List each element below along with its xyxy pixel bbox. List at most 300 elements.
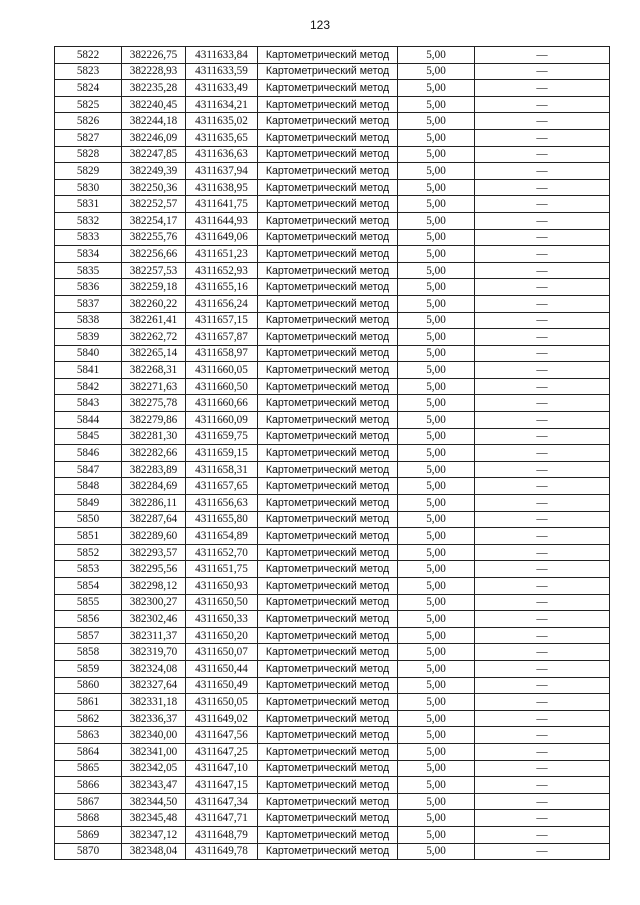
table-row <box>55 395 610 412</box>
table-row <box>55 262 610 279</box>
table-row <box>55 212 610 229</box>
description-cell: — <box>475 329 610 346</box>
point-number-cell: 5866 <box>55 777 122 794</box>
table-row <box>55 312 610 329</box>
method-cell: Картометрический метод <box>258 561 398 578</box>
x-coordinate-cell: 382256,66 <box>122 246 186 263</box>
precision-cell: 5,00 <box>398 113 475 130</box>
y-coordinate-cell: 4311656,63 <box>186 495 258 512</box>
precision-cell: 5,00 <box>398 196 475 213</box>
table-row <box>55 461 610 478</box>
table-row <box>55 644 610 661</box>
description-cell: — <box>475 710 610 727</box>
table-row <box>55 528 610 545</box>
x-coordinate-cell: 382240,45 <box>122 96 186 113</box>
description-cell: — <box>475 561 610 578</box>
method-cell: Картометрический метод <box>258 212 398 229</box>
method-cell: Картометрический метод <box>258 710 398 727</box>
description-cell: — <box>475 760 610 777</box>
point-number-cell: 5831 <box>55 196 122 213</box>
description-cell: — <box>475 229 610 246</box>
y-coordinate-cell: 4311638,95 <box>186 179 258 196</box>
method-cell: Картометрический метод <box>258 395 398 412</box>
x-coordinate-cell: 382324,08 <box>122 660 186 677</box>
x-coordinate-cell: 382293,57 <box>122 544 186 561</box>
y-coordinate-cell: 4311650,05 <box>186 694 258 711</box>
table-row <box>55 544 610 561</box>
method-cell: Картометрический метод <box>258 461 398 478</box>
method-cell: Картометрический метод <box>258 528 398 545</box>
x-coordinate-cell: 382298,12 <box>122 578 186 595</box>
table-row <box>55 710 610 727</box>
table-row <box>55 594 610 611</box>
precision-cell: 5,00 <box>398 843 475 860</box>
x-coordinate-cell: 382255,76 <box>122 229 186 246</box>
table-row <box>55 47 610 64</box>
method-cell: Картометрический метод <box>258 63 398 80</box>
y-coordinate-cell: 4311652,93 <box>186 262 258 279</box>
point-number-cell: 5865 <box>55 760 122 777</box>
precision-cell: 5,00 <box>398 611 475 628</box>
precision-cell: 5,00 <box>398 495 475 512</box>
y-coordinate-cell: 4311633,84 <box>186 47 258 64</box>
precision-cell: 5,00 <box>398 212 475 229</box>
method-cell: Картометрический метод <box>258 113 398 130</box>
x-coordinate-cell: 382343,47 <box>122 777 186 794</box>
precision-cell: 5,00 <box>398 511 475 528</box>
x-coordinate-cell: 382249,39 <box>122 163 186 180</box>
description-cell: — <box>475 743 610 760</box>
table-row <box>55 611 610 628</box>
y-coordinate-cell: 4311647,15 <box>186 777 258 794</box>
y-coordinate-cell: 4311657,87 <box>186 329 258 346</box>
table-row <box>55 295 610 312</box>
point-number-cell: 5861 <box>55 694 122 711</box>
precision-cell: 5,00 <box>398 760 475 777</box>
precision-cell: 5,00 <box>398 528 475 545</box>
point-number-cell: 5856 <box>55 611 122 628</box>
point-number-cell: 5838 <box>55 312 122 329</box>
method-cell: Картометрический метод <box>258 179 398 196</box>
y-coordinate-cell: 4311650,93 <box>186 578 258 595</box>
precision-cell: 5,00 <box>398 777 475 794</box>
description-cell: — <box>475 345 610 362</box>
method-cell: Картометрический метод <box>258 246 398 263</box>
table-row <box>55 146 610 163</box>
x-coordinate-cell: 382259,18 <box>122 279 186 296</box>
method-cell: Картометрический метод <box>258 694 398 711</box>
precision-cell: 5,00 <box>398 262 475 279</box>
method-cell: Картометрический метод <box>258 362 398 379</box>
description-cell: — <box>475 378 610 395</box>
method-cell: Картометрический метод <box>258 47 398 64</box>
description-cell: — <box>475 212 610 229</box>
y-coordinate-cell: 4311660,50 <box>186 378 258 395</box>
y-coordinate-cell: 4311644,93 <box>186 212 258 229</box>
table-row <box>55 694 610 711</box>
table-row <box>55 677 610 694</box>
point-number-cell: 5830 <box>55 179 122 196</box>
description-cell: — <box>475 594 610 611</box>
description-cell: — <box>475 810 610 827</box>
x-coordinate-cell: 382261,41 <box>122 312 186 329</box>
table-row <box>55 113 610 130</box>
method-cell: Картометрический метод <box>258 295 398 312</box>
description-cell: — <box>475 727 610 744</box>
precision-cell: 5,00 <box>398 163 475 180</box>
y-coordinate-cell: 4311651,75 <box>186 561 258 578</box>
point-number-cell: 5829 <box>55 163 122 180</box>
description-cell: — <box>475 146 610 163</box>
y-coordinate-cell: 4311647,10 <box>186 760 258 777</box>
method-cell: Картометрический метод <box>258 727 398 744</box>
point-number-cell: 5868 <box>55 810 122 827</box>
table-row <box>55 428 610 445</box>
y-coordinate-cell: 4311650,20 <box>186 627 258 644</box>
description-cell: — <box>475 644 610 661</box>
description-cell: — <box>475 113 610 130</box>
x-coordinate-cell: 382336,37 <box>122 710 186 727</box>
x-coordinate-cell: 382247,85 <box>122 146 186 163</box>
x-coordinate-cell: 382271,63 <box>122 378 186 395</box>
point-number-cell: 5828 <box>55 146 122 163</box>
table-row <box>55 478 610 495</box>
description-cell: — <box>475 295 610 312</box>
precision-cell: 5,00 <box>398 578 475 595</box>
y-coordinate-cell: 4311636,63 <box>186 146 258 163</box>
precision-cell: 5,00 <box>398 246 475 263</box>
table-row <box>55 843 610 860</box>
y-coordinate-cell: 4311648,79 <box>186 826 258 843</box>
precision-cell: 5,00 <box>398 428 475 445</box>
table-row <box>55 196 610 213</box>
description-cell: — <box>475 677 610 694</box>
description-cell: — <box>475 826 610 843</box>
precision-cell: 5,00 <box>398 279 475 296</box>
x-coordinate-cell: 382287,64 <box>122 511 186 528</box>
precision-cell: 5,00 <box>398 743 475 760</box>
table-row <box>55 627 610 644</box>
y-coordinate-cell: 4311649,06 <box>186 229 258 246</box>
y-coordinate-cell: 4311649,02 <box>186 710 258 727</box>
x-coordinate-cell: 382252,57 <box>122 196 186 213</box>
table-row <box>55 511 610 528</box>
method-cell: Картометрический метод <box>258 80 398 97</box>
table-row <box>55 246 610 263</box>
description-cell: — <box>475 412 610 429</box>
table-row <box>55 727 610 744</box>
precision-cell: 5,00 <box>398 362 475 379</box>
precision-cell: 5,00 <box>398 710 475 727</box>
method-cell: Картометрический метод <box>258 378 398 395</box>
table-row <box>55 96 610 113</box>
y-coordinate-cell: 4311658,31 <box>186 461 258 478</box>
method-cell: Картометрический метод <box>258 843 398 860</box>
y-coordinate-cell: 4311660,05 <box>186 362 258 379</box>
description-cell: — <box>475 179 610 196</box>
table-row <box>55 810 610 827</box>
method-cell: Картометрический метод <box>258 262 398 279</box>
y-coordinate-cell: 4311657,65 <box>186 478 258 495</box>
table-row <box>55 378 610 395</box>
point-number-cell: 5859 <box>55 660 122 677</box>
method-cell: Картометрический метод <box>258 229 398 246</box>
point-number-cell: 5862 <box>55 710 122 727</box>
point-number-cell: 5858 <box>55 644 122 661</box>
table-row <box>55 826 610 843</box>
y-coordinate-cell: 4311656,24 <box>186 295 258 312</box>
table-row <box>55 129 610 146</box>
y-coordinate-cell: 4311650,50 <box>186 594 258 611</box>
precision-cell: 5,00 <box>398 478 475 495</box>
x-coordinate-cell: 382257,53 <box>122 262 186 279</box>
x-coordinate-cell: 382244,18 <box>122 113 186 130</box>
table-row <box>55 329 610 346</box>
method-cell: Картометрический метод <box>258 445 398 462</box>
y-coordinate-cell: 4311647,56 <box>186 727 258 744</box>
precision-cell: 5,00 <box>398 146 475 163</box>
y-coordinate-cell: 4311650,07 <box>186 644 258 661</box>
precision-cell: 5,00 <box>398 378 475 395</box>
y-coordinate-cell: 4311635,02 <box>186 113 258 130</box>
description-cell: — <box>475 428 610 445</box>
point-number-cell: 5846 <box>55 445 122 462</box>
y-coordinate-cell: 4311633,49 <box>186 80 258 97</box>
x-coordinate-cell: 382254,17 <box>122 212 186 229</box>
point-number-cell: 5867 <box>55 793 122 810</box>
method-cell: Картометрический метод <box>258 478 398 495</box>
precision-cell: 5,00 <box>398 395 475 412</box>
point-number-cell: 5864 <box>55 743 122 760</box>
y-coordinate-cell: 4311634,21 <box>186 96 258 113</box>
method-cell: Картометрический метод <box>258 760 398 777</box>
precision-cell: 5,00 <box>398 461 475 478</box>
x-coordinate-cell: 382282,66 <box>122 445 186 462</box>
precision-cell: 5,00 <box>398 727 475 744</box>
y-coordinate-cell: 4311657,15 <box>186 312 258 329</box>
y-coordinate-cell: 4311650,33 <box>186 611 258 628</box>
x-coordinate-cell: 382235,28 <box>122 80 186 97</box>
description-cell: — <box>475 196 610 213</box>
description-cell: — <box>475 96 610 113</box>
y-coordinate-cell: 4311637,94 <box>186 163 258 180</box>
description-cell: — <box>475 611 610 628</box>
description-cell: — <box>475 694 610 711</box>
y-coordinate-cell: 4311660,66 <box>186 395 258 412</box>
table-row <box>55 743 610 760</box>
method-cell: Картометрический метод <box>258 146 398 163</box>
x-coordinate-cell: 382342,05 <box>122 760 186 777</box>
x-coordinate-cell: 382262,72 <box>122 329 186 346</box>
precision-cell: 5,00 <box>398 412 475 429</box>
description-cell: — <box>475 47 610 64</box>
method-cell: Картометрический метод <box>258 743 398 760</box>
precision-cell: 5,00 <box>398 63 475 80</box>
point-number-cell: 5841 <box>55 362 122 379</box>
y-coordinate-cell: 4311647,34 <box>186 793 258 810</box>
point-number-cell: 5855 <box>55 594 122 611</box>
x-coordinate-cell: 382327,64 <box>122 677 186 694</box>
method-cell: Картометрический метод <box>258 594 398 611</box>
table-row <box>55 63 610 80</box>
point-number-cell: 5824 <box>55 80 122 97</box>
description-cell: — <box>475 163 610 180</box>
y-coordinate-cell: 4311655,16 <box>186 279 258 296</box>
precision-cell: 5,00 <box>398 179 475 196</box>
x-coordinate-cell: 382289,60 <box>122 528 186 545</box>
precision-cell: 5,00 <box>398 694 475 711</box>
description-cell: — <box>475 312 610 329</box>
table-row <box>55 445 610 462</box>
point-number-cell: 5857 <box>55 627 122 644</box>
method-cell: Картометрический метод <box>258 196 398 213</box>
table-row <box>55 80 610 97</box>
method-cell: Картометрический метод <box>258 163 398 180</box>
method-cell: Картометрический метод <box>258 793 398 810</box>
y-coordinate-cell: 4311650,44 <box>186 660 258 677</box>
point-number-cell: 5845 <box>55 428 122 445</box>
point-number-cell: 5847 <box>55 461 122 478</box>
y-coordinate-cell: 4311647,25 <box>186 743 258 760</box>
x-coordinate-cell: 382319,70 <box>122 644 186 661</box>
description-cell: — <box>475 528 610 545</box>
description-cell: — <box>475 262 610 279</box>
y-coordinate-cell: 4311658,97 <box>186 345 258 362</box>
point-number-cell: 5832 <box>55 212 122 229</box>
table-row <box>55 279 610 296</box>
precision-cell: 5,00 <box>398 329 475 346</box>
y-coordinate-cell: 4311647,71 <box>186 810 258 827</box>
description-cell: — <box>475 495 610 512</box>
precision-cell: 5,00 <box>398 80 475 97</box>
method-cell: Картометрический метод <box>258 279 398 296</box>
point-number-cell: 5840 <box>55 345 122 362</box>
precision-cell: 5,00 <box>398 826 475 843</box>
description-cell: — <box>475 279 610 296</box>
method-cell: Картометрический метод <box>258 660 398 677</box>
x-coordinate-cell: 382226,75 <box>122 47 186 64</box>
x-coordinate-cell: 382284,69 <box>122 478 186 495</box>
x-coordinate-cell: 382275,78 <box>122 395 186 412</box>
y-coordinate-cell: 4311650,49 <box>186 677 258 694</box>
x-coordinate-cell: 382281,30 <box>122 428 186 445</box>
y-coordinate-cell: 4311655,80 <box>186 511 258 528</box>
x-coordinate-cell: 382279,86 <box>122 412 186 429</box>
table-row <box>55 345 610 362</box>
y-coordinate-cell: 4311633,59 <box>186 63 258 80</box>
x-coordinate-cell: 382345,48 <box>122 810 186 827</box>
precision-cell: 5,00 <box>398 445 475 462</box>
y-coordinate-cell: 4311659,15 <box>186 445 258 462</box>
coordinates-table-body <box>55 47 610 860</box>
method-cell: Картометрический метод <box>258 511 398 528</box>
point-number-cell: 5833 <box>55 229 122 246</box>
description-cell: — <box>475 843 610 860</box>
description-cell: — <box>475 511 610 528</box>
y-coordinate-cell: 4311649,78 <box>186 843 258 860</box>
x-coordinate-cell: 382302,46 <box>122 611 186 628</box>
point-number-cell: 5851 <box>55 528 122 545</box>
table-row <box>55 495 610 512</box>
precision-cell: 5,00 <box>398 345 475 362</box>
point-number-cell: 5863 <box>55 727 122 744</box>
point-number-cell: 5852 <box>55 544 122 561</box>
description-cell: — <box>475 627 610 644</box>
point-number-cell: 5825 <box>55 96 122 113</box>
precision-cell: 5,00 <box>398 644 475 661</box>
table-row <box>55 578 610 595</box>
x-coordinate-cell: 382344,50 <box>122 793 186 810</box>
point-number-cell: 5836 <box>55 279 122 296</box>
description-cell: — <box>475 445 610 462</box>
point-number-cell: 5849 <box>55 495 122 512</box>
x-coordinate-cell: 382265,14 <box>122 345 186 362</box>
precision-cell: 5,00 <box>398 561 475 578</box>
precision-cell: 5,00 <box>398 627 475 644</box>
x-coordinate-cell: 382300,27 <box>122 594 186 611</box>
precision-cell: 5,00 <box>398 295 475 312</box>
page-number: 123 <box>309 18 331 32</box>
description-cell: — <box>475 129 610 146</box>
method-cell: Картометрический метод <box>258 627 398 644</box>
description-cell: — <box>475 777 610 794</box>
x-coordinate-cell: 382250,36 <box>122 179 186 196</box>
precision-cell: 5,00 <box>398 677 475 694</box>
method-cell: Картометрический метод <box>258 495 398 512</box>
y-coordinate-cell: 4311641,75 <box>186 196 258 213</box>
description-cell: — <box>475 544 610 561</box>
description-cell: — <box>475 660 610 677</box>
point-number-cell: 5853 <box>55 561 122 578</box>
point-number-cell: 5854 <box>55 578 122 595</box>
x-coordinate-cell: 382268,31 <box>122 362 186 379</box>
x-coordinate-cell: 382283,89 <box>122 461 186 478</box>
precision-cell: 5,00 <box>398 129 475 146</box>
point-number-cell: 5834 <box>55 246 122 263</box>
precision-cell: 5,00 <box>398 793 475 810</box>
description-cell: — <box>475 395 610 412</box>
point-number-cell: 5839 <box>55 329 122 346</box>
table-row <box>55 179 610 196</box>
x-coordinate-cell: 382311,37 <box>122 627 186 644</box>
method-cell: Картометрический метод <box>258 412 398 429</box>
description-cell: — <box>475 246 610 263</box>
method-cell: Картометрический метод <box>258 312 398 329</box>
table-row <box>55 660 610 677</box>
y-coordinate-cell: 4311654,89 <box>186 528 258 545</box>
point-number-cell: 5850 <box>55 511 122 528</box>
description-cell: — <box>475 80 610 97</box>
x-coordinate-cell: 382260,22 <box>122 295 186 312</box>
precision-cell: 5,00 <box>398 312 475 329</box>
table-row <box>55 793 610 810</box>
table-row <box>55 163 610 180</box>
method-cell: Картометрический метод <box>258 578 398 595</box>
description-cell: — <box>475 478 610 495</box>
description-cell: — <box>475 362 610 379</box>
description-cell: — <box>475 63 610 80</box>
method-cell: Картометрический метод <box>258 129 398 146</box>
method-cell: Картометрический метод <box>258 777 398 794</box>
precision-cell: 5,00 <box>398 544 475 561</box>
x-coordinate-cell: 382286,11 <box>122 495 186 512</box>
point-number-cell: 5827 <box>55 129 122 146</box>
method-cell: Картометрический метод <box>258 826 398 843</box>
point-number-cell: 5842 <box>55 378 122 395</box>
method-cell: Картометрический метод <box>258 544 398 561</box>
method-cell: Картометрический метод <box>258 329 398 346</box>
y-coordinate-cell: 4311651,23 <box>186 246 258 263</box>
